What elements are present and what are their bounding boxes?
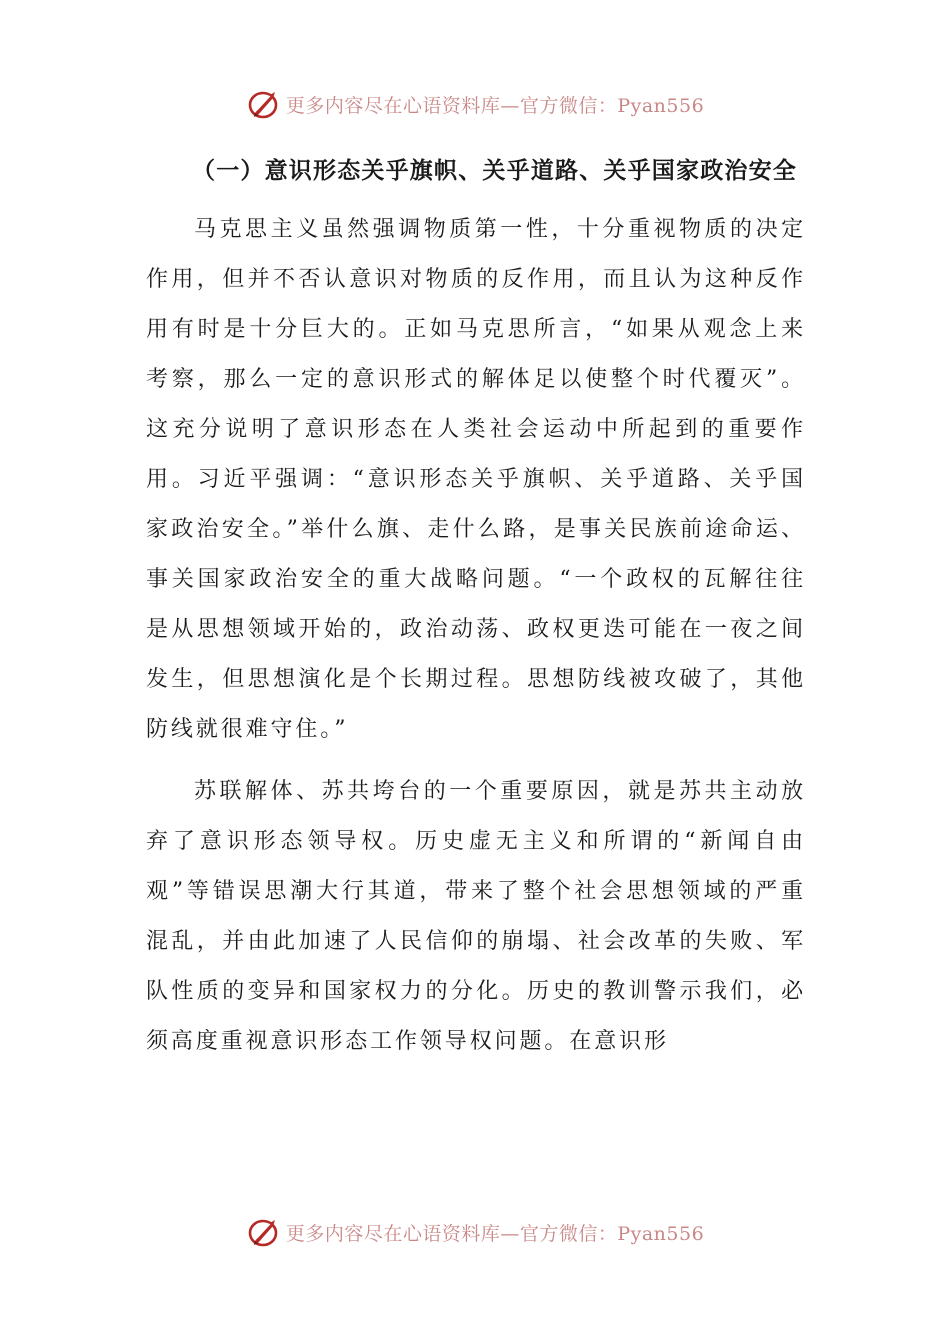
pen-logo-icon [246,1214,282,1250]
footer-banner-text: 更多内容尽在心语资料库—官方微信：Pyan556 [285,1222,705,1245]
header-banner [0,84,950,124]
paragraph-2: 苏联解体、苏共垮台的一个重要原因，就是苏共主动放弃了意识形态领导权。历史虚无主义和所谓的“新闻自由观”等错误思潮大行其道，带来了整个社会思想领域的严重混乱，并由此加速了人民信仰的崩塌、社会改革的失败、军队性质的变异和国家权力的分化。历史的教训警示我们，必须高度重视意识形态工作领导权问题。在意识形 [146,779,806,1054]
paragraph-1: 马克思主义虽然强调物质第一性，十分重视物质的决定作用，但并不否认意识对物质的反作用，而且认为这种反作用有时是十分巨大的。正如马克思所言，“如果从观念上来考察，那么一定的意识形式的解体足以使整个时代覆灭”。这充分说明了意识形态在人类社会运动中所起到的重要作用。习近平强调：“意识形态关乎旗帜、关乎道路、关乎国家政治安全。”举什么旗、走什么路，是事关民族前途命运、事关国家政治安全的重大战略问题。“一个政权的瓦解往往是从思想领域开始的，政治动荡、政权更迭可能在一夜之间发生，但思想演化是个长期过程。思想防线被攻破了，其他防线就很难守住。” [146,217,806,742]
footer-banner [0,1212,950,1252]
header-banner-text: 更多内容尽在心语资料库—官方微信：Pyan556 [285,94,705,117]
document-body [146,146,806,1079]
pen-logo-icon [246,86,282,122]
section-heading: （一）意识形态关乎旗帜、关乎道路、关乎国家政治安全 [192,158,797,184]
